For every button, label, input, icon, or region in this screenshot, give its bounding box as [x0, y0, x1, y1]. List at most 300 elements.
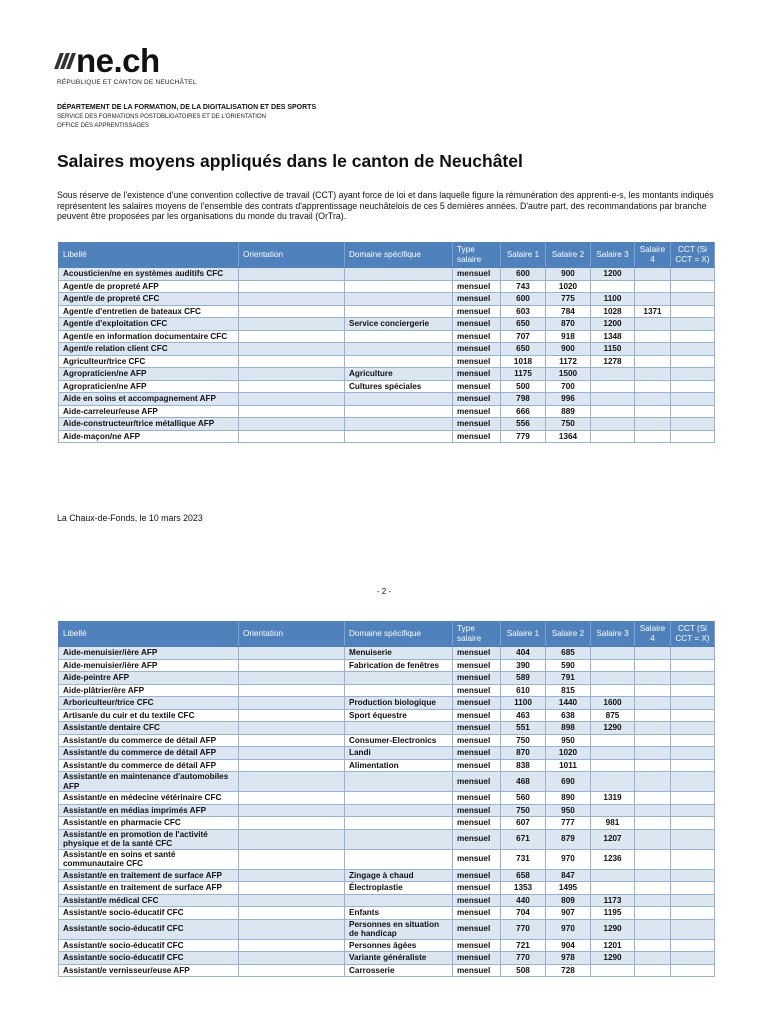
cell-libelle: Assistant/e en soins et santé communautaire CFC: [59, 849, 239, 869]
cell-domaine: [345, 804, 453, 817]
cell-salaire-1: 440: [501, 894, 546, 907]
cell-salaire-3: 1319: [591, 792, 635, 805]
cell-domaine: [345, 772, 453, 792]
cell-salaire-3: 1600: [591, 697, 635, 710]
cell-salaire-2: 700: [546, 380, 591, 393]
cell-salaire-4: [635, 869, 671, 882]
cell-salaire-4: [635, 355, 671, 368]
cell-libelle: Arboriculteur/trice CFC: [59, 697, 239, 710]
cell-salaire-1: 500: [501, 380, 546, 393]
cell-domaine: Cultures spéciales: [345, 380, 453, 393]
cell-salaire-3: 1150: [591, 343, 635, 356]
cell-salaire-3: [591, 772, 635, 792]
cell-domaine: Agriculture: [345, 368, 453, 381]
cell-libelle: Assistant/e en maintenance d'automobiles AFP: [59, 772, 239, 792]
cell-orientation: [239, 907, 345, 920]
table-row: [59, 894, 715, 907]
cell-salaire-4: [635, 734, 671, 747]
cell-orientation: [239, 817, 345, 830]
cell-type: mensuel: [453, 792, 501, 805]
cell-salaire-3: [591, 647, 635, 660]
cell-orientation: [239, 804, 345, 817]
cell-cct: [671, 393, 715, 406]
cell-salaire-2: 690: [546, 772, 591, 792]
cell-salaire-1: 707: [501, 330, 546, 343]
cell-domaine: [345, 684, 453, 697]
cell-salaire-4: [635, 849, 671, 869]
cell-salaire-2: 907: [546, 907, 591, 920]
cell-domaine: Zingage à chaud: [345, 869, 453, 882]
cell-libelle: Aide-carreleur/euse AFP: [59, 405, 239, 418]
cell-type: mensuel: [453, 759, 501, 772]
cell-domaine: Production biologique: [345, 697, 453, 710]
cell-type: mensuel: [453, 952, 501, 965]
cell-salaire-1: 671: [501, 829, 546, 849]
cell-libelle: Agent/e d'exploitation CFC: [59, 318, 239, 331]
cell-domaine: [345, 829, 453, 849]
col-header-salaire-3: Salaire 3: [591, 243, 635, 268]
cell-salaire-3: [591, 804, 635, 817]
table-row: [59, 907, 715, 920]
cell-libelle: Artisan/e du cuir et du textile CFC: [59, 709, 239, 722]
cell-cct: [671, 305, 715, 318]
cell-domaine: [345, 672, 453, 685]
cell-type: mensuel: [453, 380, 501, 393]
cell-cct: [671, 672, 715, 685]
cell-type: mensuel: [453, 418, 501, 431]
cell-salaire-1: 704: [501, 907, 546, 920]
cell-salaire-4: [635, 882, 671, 895]
office-name: OFFICE DES APPRENTISSAGES: [57, 123, 150, 129]
cell-type: mensuel: [453, 747, 501, 760]
cell-salaire-4: [635, 952, 671, 965]
cell-salaire-1: 650: [501, 318, 546, 331]
cell-cct: [671, 318, 715, 331]
cell-cct: [671, 355, 715, 368]
table-row: [59, 393, 715, 406]
col-header-type: Type salaire: [453, 622, 501, 647]
cell-type: mensuel: [453, 430, 501, 443]
cell-libelle: Agent/e en information documentaire CFC: [59, 330, 239, 343]
cell-type: mensuel: [453, 305, 501, 318]
cell-libelle: Assistant/e socio-éducatif CFC: [59, 919, 239, 939]
cell-type: mensuel: [453, 672, 501, 685]
cell-salaire-2: 870: [546, 318, 591, 331]
cell-salaire-1: 463: [501, 709, 546, 722]
cell-salaire-4: [635, 647, 671, 660]
cell-domaine: Menuiserie: [345, 647, 453, 660]
table-row: [59, 430, 715, 443]
table-header-row: [59, 622, 715, 647]
cell-cct: [671, 747, 715, 760]
cell-salaire-4: [635, 964, 671, 977]
cell-salaire-1: 600: [501, 268, 546, 281]
cell-salaire-4: [635, 268, 671, 281]
cell-salaire-3: [591, 869, 635, 882]
col-header-cct: CCT (Si CCT = X): [671, 622, 715, 647]
cell-libelle: Agent/e relation client CFC: [59, 343, 239, 356]
cell-domaine: [345, 430, 453, 443]
ne-ch-logo: [57, 44, 160, 78]
cell-salaire-3: 1173: [591, 894, 635, 907]
cell-salaire-2: 1500: [546, 368, 591, 381]
cell-type: mensuel: [453, 939, 501, 952]
cell-salaire-3: [591, 759, 635, 772]
cell-orientation: [239, 684, 345, 697]
cell-libelle: Assistant/e socio-éducatif CFC: [59, 907, 239, 920]
cell-domaine: [345, 293, 453, 306]
cell-type: mensuel: [453, 368, 501, 381]
table-row: [59, 318, 715, 331]
cell-orientation: [239, 647, 345, 660]
cell-salaire-3: 1201: [591, 939, 635, 952]
cell-cct: [671, 343, 715, 356]
cell-type: mensuel: [453, 722, 501, 735]
cell-salaire-3: 1028: [591, 305, 635, 318]
cell-orientation: [239, 952, 345, 965]
cell-salaire-3: 1195: [591, 907, 635, 920]
cell-libelle: Aide en soins et accompagnement AFP: [59, 393, 239, 406]
col-header-orientation: Orientation: [239, 622, 345, 647]
cell-orientation: [239, 318, 345, 331]
cell-cct: [671, 709, 715, 722]
cell-domaine: [345, 849, 453, 869]
cell-type: mensuel: [453, 405, 501, 418]
cell-domaine: [345, 268, 453, 281]
cell-salaire-2: 809: [546, 894, 591, 907]
cell-salaire-3: [591, 405, 635, 418]
cell-libelle: Assistant/e en traitement de surface AFP: [59, 869, 239, 882]
cell-salaire-1: 600: [501, 293, 546, 306]
cell-libelle: Aide-menuisier/ière AFP: [59, 647, 239, 660]
table-row: [59, 734, 715, 747]
cell-cct: [671, 882, 715, 895]
cell-libelle: Agropraticien/ne AFP: [59, 380, 239, 393]
cell-type: mensuel: [453, 907, 501, 920]
cell-domaine: Sport équestre: [345, 709, 453, 722]
cell-cct: [671, 939, 715, 952]
table-row: [59, 804, 715, 817]
cell-salaire-2: 775: [546, 293, 591, 306]
table-row: [59, 829, 715, 849]
cell-salaire-3: 1290: [591, 952, 635, 965]
table-row: [59, 355, 715, 368]
cell-salaire-4: [635, 792, 671, 805]
cell-type: mensuel: [453, 919, 501, 939]
cell-salaire-4: [635, 330, 671, 343]
cell-libelle: Agent/e de propreté CFC: [59, 293, 239, 306]
service-name: SERVICE DES FORMATIONS POSTOBLIGATOIRES ET DE L'ORIENTATION: [57, 114, 266, 120]
cell-orientation: [239, 772, 345, 792]
table-header-row: [59, 243, 715, 268]
table-row: [59, 293, 715, 306]
cell-domaine: [345, 792, 453, 805]
department-name: DÉPARTEMENT DE LA FORMATION, DE LA DIGITALISATION ET DES SPORTS: [57, 104, 317, 111]
cell-salaire-3: [591, 882, 635, 895]
cell-libelle: Assistant/e en traitement de surface AFP: [59, 882, 239, 895]
cell-salaire-1: 779: [501, 430, 546, 443]
cell-salaire-1: 390: [501, 659, 546, 672]
cell-type: mensuel: [453, 772, 501, 792]
intro-paragraph: Sous réserve de l'existence d'une convention collective de travail (CCT) ayant force de loi et dans laquelle figure la rémunération des apprenti-e-s, les montants indiqués représentent les salaires moyens de l'ensemble des contrats d'apprentissage neuchâtelois de ces 5 dernières années. D'autre part, des recommandations par branche peuvent être proposées par les organisations du monde du travail (OrTra).: [57, 190, 714, 221]
cell-libelle: Aide-menuisier/ière AFP: [59, 659, 239, 672]
cell-salaire-4: [635, 684, 671, 697]
cell-domaine: Alimentation: [345, 759, 453, 772]
table-row: [59, 759, 715, 772]
cell-domaine: Landi: [345, 747, 453, 760]
cell-libelle: Aide-constructeur/trice métallique AFP: [59, 418, 239, 431]
cell-orientation: [239, 792, 345, 805]
cell-salaire-2: 996: [546, 393, 591, 406]
cell-cct: [671, 368, 715, 381]
table-row: [59, 305, 715, 318]
cell-orientation: [239, 418, 345, 431]
cell-orientation: [239, 343, 345, 356]
cell-salaire-2: 1020: [546, 280, 591, 293]
table-row: [59, 952, 715, 965]
cell-salaire-4: [635, 894, 671, 907]
cell-orientation: [239, 330, 345, 343]
cell-libelle: Assistant/e du commerce de détail AFP: [59, 747, 239, 760]
footer-date: La Chaux-de-Fonds, le 10 mars 2023: [57, 513, 203, 523]
cell-libelle: Assistant/e en promotion de l'activité physique et de la santé CFC: [59, 829, 239, 849]
cell-salaire-2: 900: [546, 343, 591, 356]
cell-domaine: [345, 722, 453, 735]
cell-cct: [671, 894, 715, 907]
cell-domaine: Électroplastie: [345, 882, 453, 895]
cell-type: mensuel: [453, 734, 501, 747]
col-header-salaire-4: Salaire 4: [635, 243, 671, 268]
cell-salaire-1: 468: [501, 772, 546, 792]
col-header-libelle: Libellé: [59, 243, 239, 268]
cell-salaire-2: 1011: [546, 759, 591, 772]
cell-orientation: [239, 894, 345, 907]
cell-salaire-3: [591, 418, 635, 431]
col-header-cct: CCT (Si CCT = X): [671, 243, 715, 268]
cell-salaire-4: [635, 380, 671, 393]
cell-salaire-2: 590: [546, 659, 591, 672]
table-row: [59, 280, 715, 293]
table-row: [59, 684, 715, 697]
cell-domaine: [345, 405, 453, 418]
table-row: [59, 330, 715, 343]
cell-salaire-2: 815: [546, 684, 591, 697]
table-row: [59, 647, 715, 660]
cell-type: mensuel: [453, 268, 501, 281]
cell-domaine: [345, 305, 453, 318]
cell-salaire-3: [591, 684, 635, 697]
cell-salaire-2: 1495: [546, 882, 591, 895]
cell-domaine: Carrosserie: [345, 964, 453, 977]
cell-salaire-2: 898: [546, 722, 591, 735]
cell-salaire-4: [635, 747, 671, 760]
cell-salaire-3: 875: [591, 709, 635, 722]
cell-type: mensuel: [453, 330, 501, 343]
table-row: [59, 792, 715, 805]
cell-salaire-1: 560: [501, 792, 546, 805]
table-row: [59, 659, 715, 672]
cell-domaine: [345, 355, 453, 368]
cell-type: mensuel: [453, 697, 501, 710]
cell-libelle: Assistant/e en médecine vétérinaire CFC: [59, 792, 239, 805]
cell-orientation: [239, 939, 345, 952]
cell-type: mensuel: [453, 817, 501, 830]
cell-libelle: Agropraticien/ne AFP: [59, 368, 239, 381]
cell-salaire-3: [591, 964, 635, 977]
cell-salaire-3: [591, 747, 635, 760]
table-row: [59, 869, 715, 882]
cell-salaire-4: [635, 318, 671, 331]
cell-type: mensuel: [453, 894, 501, 907]
page-title: Salaires moyens appliqués dans le canton de Neuchâtel: [57, 151, 523, 171]
cell-salaire-2: 900: [546, 268, 591, 281]
cell-salaire-3: 1100: [591, 293, 635, 306]
cell-salaire-4: [635, 759, 671, 772]
cell-type: mensuel: [453, 829, 501, 849]
logo-text: ne.ch: [76, 42, 160, 79]
cell-salaire-1: 666: [501, 405, 546, 418]
cell-domaine: [345, 894, 453, 907]
cell-salaire-2: 950: [546, 804, 591, 817]
cell-type: mensuel: [453, 293, 501, 306]
cell-salaire-1: 750: [501, 804, 546, 817]
table-row: [59, 747, 715, 760]
cell-cct: [671, 722, 715, 735]
cell-salaire-3: 981: [591, 817, 635, 830]
cell-salaire-2: 978: [546, 952, 591, 965]
cell-salaire-1: 750: [501, 734, 546, 747]
cell-salaire-4: [635, 907, 671, 920]
cell-salaire-3: [591, 380, 635, 393]
cell-salaire-4: [635, 659, 671, 672]
cell-salaire-1: 607: [501, 817, 546, 830]
cell-salaire-1: 870: [501, 747, 546, 760]
cell-salaire-4: [635, 709, 671, 722]
cell-salaire-3: 1290: [591, 919, 635, 939]
table-row: [59, 418, 715, 431]
cell-salaire-3: [591, 659, 635, 672]
cell-salaire-2: 1020: [546, 747, 591, 760]
cell-salaire-4: [635, 430, 671, 443]
cell-orientation: [239, 405, 345, 418]
cell-salaire-2: 1364: [546, 430, 591, 443]
cell-salaire-2: 918: [546, 330, 591, 343]
cell-type: mensuel: [453, 659, 501, 672]
cell-salaire-3: [591, 734, 635, 747]
cell-type: mensuel: [453, 964, 501, 977]
cell-salaire-1: 770: [501, 919, 546, 939]
cell-type: mensuel: [453, 318, 501, 331]
cell-orientation: [239, 709, 345, 722]
cell-orientation: [239, 697, 345, 710]
cell-domaine: Enfants: [345, 907, 453, 920]
cell-type: mensuel: [453, 849, 501, 869]
cell-cct: [671, 430, 715, 443]
cell-salaire-2: 750: [546, 418, 591, 431]
cell-salaire-1: 770: [501, 952, 546, 965]
cell-salaire-1: 556: [501, 418, 546, 431]
cell-salaire-3: 1348: [591, 330, 635, 343]
cell-domaine: Consumer-Electronics: [345, 734, 453, 747]
col-header-salaire-1: Salaire 1: [501, 243, 546, 268]
cell-salaire-4: [635, 829, 671, 849]
cell-cct: [671, 293, 715, 306]
cell-salaire-1: 743: [501, 280, 546, 293]
table-row: [59, 722, 715, 735]
cell-domaine: Personnes âgées: [345, 939, 453, 952]
cell-orientation: [239, 849, 345, 869]
cell-salaire-4: [635, 772, 671, 792]
cell-salaire-3: 1290: [591, 722, 635, 735]
cell-cct: [671, 684, 715, 697]
col-header-type: Type salaire: [453, 243, 501, 268]
cell-salaire-2: 970: [546, 849, 591, 869]
cell-type: mensuel: [453, 343, 501, 356]
cell-salaire-1: 798: [501, 393, 546, 406]
cell-salaire-2: 847: [546, 869, 591, 882]
cell-domaine: [345, 393, 453, 406]
cell-salaire-3: 1200: [591, 268, 635, 281]
cell-salaire-4: [635, 393, 671, 406]
table-row: [59, 939, 715, 952]
cell-domaine: Service conciergerie: [345, 318, 453, 331]
cell-salaire-1: 603: [501, 305, 546, 318]
col-header-salaire-3: Salaire 3: [591, 622, 635, 647]
col-header-salaire-2: Salaire 2: [546, 622, 591, 647]
cell-domaine: [345, 817, 453, 830]
cell-salaire-1: 404: [501, 647, 546, 660]
cell-orientation: [239, 919, 345, 939]
cell-cct: [671, 804, 715, 817]
cell-cct: [671, 268, 715, 281]
cell-domaine: [345, 418, 453, 431]
cell-salaire-1: 1353: [501, 882, 546, 895]
cell-salaire-1: 1018: [501, 355, 546, 368]
cell-salaire-2: 904: [546, 939, 591, 952]
cell-orientation: [239, 268, 345, 281]
cell-domaine: Fabrication de fenêtres: [345, 659, 453, 672]
cell-salaire-1: 551: [501, 722, 546, 735]
cell-salaire-4: [635, 343, 671, 356]
cell-libelle: Assistant/e dentaire CFC: [59, 722, 239, 735]
cell-cct: [671, 405, 715, 418]
cell-salaire-4: [635, 368, 671, 381]
cell-domaine: [345, 343, 453, 356]
cell-type: mensuel: [453, 647, 501, 660]
cell-cct: [671, 829, 715, 849]
cell-cct: [671, 759, 715, 772]
cell-cct: [671, 964, 715, 977]
cell-salaire-4: [635, 672, 671, 685]
cell-cct: [671, 792, 715, 805]
cell-salaire-3: [591, 393, 635, 406]
col-header-salaire-1: Salaire 1: [501, 622, 546, 647]
cell-salaire-2: 791: [546, 672, 591, 685]
cell-salaire-2: 879: [546, 829, 591, 849]
cell-salaire-3: 1278: [591, 355, 635, 368]
cell-cct: [671, 869, 715, 882]
cell-salaire-2: 950: [546, 734, 591, 747]
col-header-libelle: Libellé: [59, 622, 239, 647]
cell-type: mensuel: [453, 804, 501, 817]
cell-salaire-2: 638: [546, 709, 591, 722]
cell-libelle: Assistant/e médical CFC: [59, 894, 239, 907]
cell-libelle: Acousticien/ne en systèmes auditifs CFC: [59, 268, 239, 281]
cell-salaire-3: 1236: [591, 849, 635, 869]
cell-orientation: [239, 759, 345, 772]
cell-salaire-3: [591, 280, 635, 293]
cell-salaire-4: [635, 804, 671, 817]
